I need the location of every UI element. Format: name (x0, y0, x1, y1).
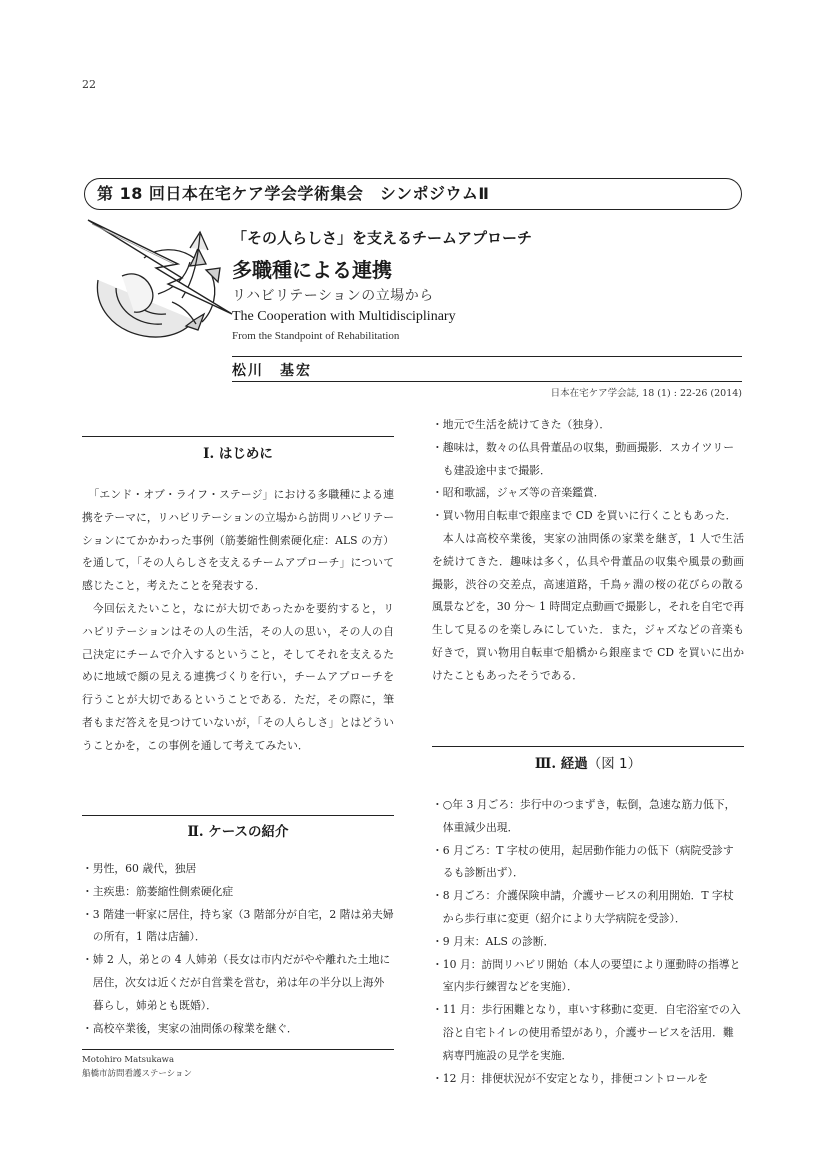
section-rule (82, 815, 394, 816)
page-number: 22 (82, 78, 96, 91)
section-heading-case (82, 820, 394, 840)
intro-paragraph: 「エンド・オブ・ライフ・ステージ」における多職種による連携をテーマに，リハビリテーションの立場から訪問リハビリテーションにてかかわった事例（筋萎縮性側索硬化症：ALS の方）を通して，「その人らしさを支えるチームアプローチ」について感じたこと，考えたことを発表する． (82, 488, 394, 593)
list-item: ・ 6 月ごろ：T 字杖の使用，起居動作能力の低下（病院受診するも診断出ず）． (432, 840, 744, 886)
footer-rule (82, 1049, 394, 1050)
section-title: 経過 (560, 756, 588, 772)
intro-body (82, 484, 394, 758)
section-title: はじめに (218, 446, 273, 462)
list-item: ・ 9 月末：ALS の診断． (432, 931, 744, 954)
section-rule (82, 436, 394, 437)
list-item: ・ ○年 3 月ごろ：歩行中のつまずき，転倒，急速な筋力低下，体重減少出現． (432, 794, 744, 840)
article-title-en: The Cooperation with Multidisciplinary (232, 309, 456, 324)
list-item: ・ 12 月：排便状況が不安定となり，排便コントロールを (432, 1068, 744, 1091)
case-paragraph: 本人は高校卒業後，実家の油問係の家業を継ぎ，1 人で生活を続けてきた．趣味は多く，仏具や骨董品の収集や風景の動画撮影，渋谷の交差点，高速道路，千鳥ヶ淵の桜の花びらの散る風景などを，30 分〜 1 時間定点動画で撮影し，それを自宅で再生して見るのを楽しみにしていた．また，ジャズなどの音楽も好きで，買い物用自転車で船橋から銀座まで CD を買いに出かけたこともあったそうである． (432, 531, 744, 682)
intro-paragraph: 今回伝えたいこと，なにが大切であったかを要約すると，リハビリテーションはその人の生活，その人の思い，その人の自己決定にチームで介入するということ，そしてそれを支えるために地域で顔の見える連携づくりを行い，チームアプローチを行うことが大切であるということである．ただ，その際に，筆者もまだ答えを見つけていないが，「その人らしさ」とはどういうことかを，この事例を通して考えてみたい． (82, 601, 394, 752)
list-item: ・ 3 階建一軒家に居住，持ち家（3 階部分が自宅，2 階は弟夫婦の所有，1 階は店舗）． (82, 904, 394, 950)
article-subtitle-en: From the Standpoint of Rehabilitation (232, 330, 400, 342)
list-item: ・ 8 月ごろ：介護保険申請，介護サービスの利用開始．T 字杖から歩行車に変更（紹介により大学病院を受診）． (432, 885, 744, 931)
case-list (82, 858, 394, 1040)
header-rule-bottom (232, 381, 742, 382)
list-item: ・ 高校卒業後，実家の油問係の稼業を継ぐ． (82, 1018, 394, 1041)
list-item: ・ 地元で生活を続けてきた（独身）． (432, 414, 744, 437)
header-rule-top (232, 356, 742, 357)
list-item: ・ 男性，60 歳代，独居 (82, 858, 394, 881)
list-item: ・ 11 月：歩行困難となり，車いす移動に変更．自宅浴室での入浴と自宅トイレの使用希望があり，介護サービスを活用．難病専門施設の見学を実施． (432, 999, 744, 1067)
list-item: ・ 主疾患：筋萎縮性側索硬化症 (82, 881, 394, 904)
author-affiliation: 船橋市訪問看護ステーション (82, 1069, 192, 1079)
list-item: ・ 買い物用自転車で銀座まで CD を買いに行くこともあった． (432, 505, 744, 528)
section-rule (432, 746, 744, 747)
section-heading-progress (432, 752, 744, 772)
list-item: ・ 趣味は，数々の仏具骨董品の収集，動画撮影．スカイツリーも建設途中まで撮影． (432, 437, 744, 483)
section-heading-intro (82, 442, 394, 462)
section-number: Ⅰ. (203, 446, 215, 462)
article-subtitle-jp: リハビリテーションの立場から (232, 288, 434, 304)
author-footnote (82, 1053, 192, 1081)
tagline: 「その人らしさ」を支えるチームアプローチ (232, 229, 533, 247)
symposium-banner: 第 18 回日本在宅ケア学会学術集会 シンポジウムⅡ (84, 178, 742, 210)
section-title: ケースの紹介 (208, 824, 289, 840)
section-number: Ⅲ. (534, 756, 557, 772)
section-number: Ⅱ. (187, 824, 204, 840)
case-continued (432, 414, 744, 688)
progress-list (432, 794, 744, 1090)
figure-reference: （図 1） (587, 756, 642, 772)
author-name: 松川 基宏 (232, 363, 312, 379)
list-item: ・ 昭和歌謡，ジャズ等の音楽鑑賞． (432, 482, 744, 505)
lightning-arrows-logo (86, 218, 236, 348)
author-name-en: Motohiro Matsukawa (82, 1055, 175, 1065)
journal-citation: 日本在宅ケア学会誌, 18 (1) : 22-26 (2014) (550, 388, 742, 399)
article-title-jp: 多職種による連携 (232, 258, 392, 282)
list-item: ・ 姉 2 人，弟との 4 人姉弟（長女は市内だがやや離れた土地に居住，次女は近くだが自営業を営む，弟は年の半分以上海外暮らし，姉弟とも既婚）． (82, 949, 394, 1017)
list-item: ・ 10 月：訪問リハビリ開始（本人の要望により運動時の指導と室内歩行練習などを実施）． (432, 954, 744, 1000)
